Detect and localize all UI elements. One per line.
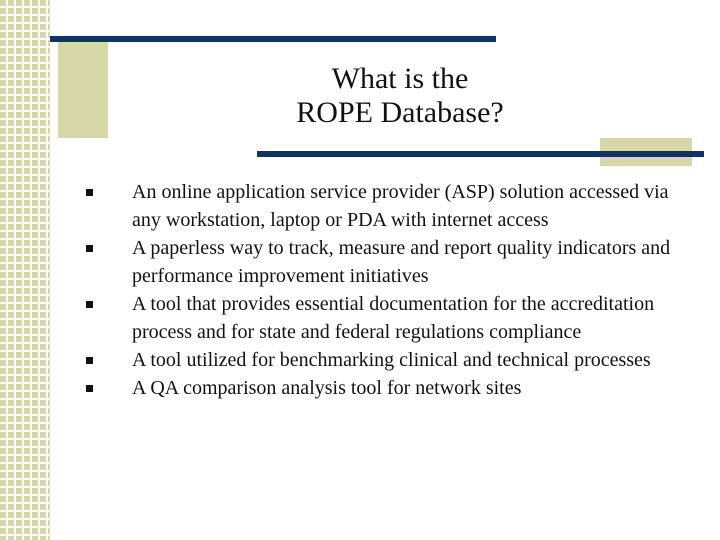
left-checkered-pattern xyxy=(0,0,50,540)
bottom-rule xyxy=(257,151,704,157)
bullet-item xyxy=(84,374,694,402)
title-line-1: What is the xyxy=(331,62,469,95)
bullet-text: An online application service provider (ASP) solution accessed via any workstation, laptop or PDA with internet access xyxy=(132,181,669,231)
bullet-list xyxy=(84,178,694,402)
bullet-text: A QA comparison analysis tool for network sites xyxy=(132,377,522,399)
bullet-item xyxy=(84,290,694,346)
bullet-item xyxy=(84,234,694,290)
bullet-item xyxy=(84,178,694,234)
square-bullet-icon xyxy=(86,385,93,392)
square-bullet-icon xyxy=(86,189,93,196)
slide-title xyxy=(200,62,600,130)
decorative-tan-block-top xyxy=(58,40,108,138)
top-rule xyxy=(50,36,496,42)
square-bullet-icon xyxy=(86,245,93,252)
title-line-2: ROPE Database? xyxy=(296,96,504,129)
bullet-text: A tool utilized for benchmarking clinical and technical processes xyxy=(132,349,651,371)
square-bullet-icon xyxy=(86,301,93,308)
bullet-item xyxy=(84,346,694,374)
bullet-text: A tool that provides essential documentation for the accreditation process and for state and federal regulations compliance xyxy=(132,293,655,343)
square-bullet-icon xyxy=(86,357,93,364)
bullet-text: A paperless way to track, measure and report quality indicators and performance improvement initiatives xyxy=(132,237,671,287)
